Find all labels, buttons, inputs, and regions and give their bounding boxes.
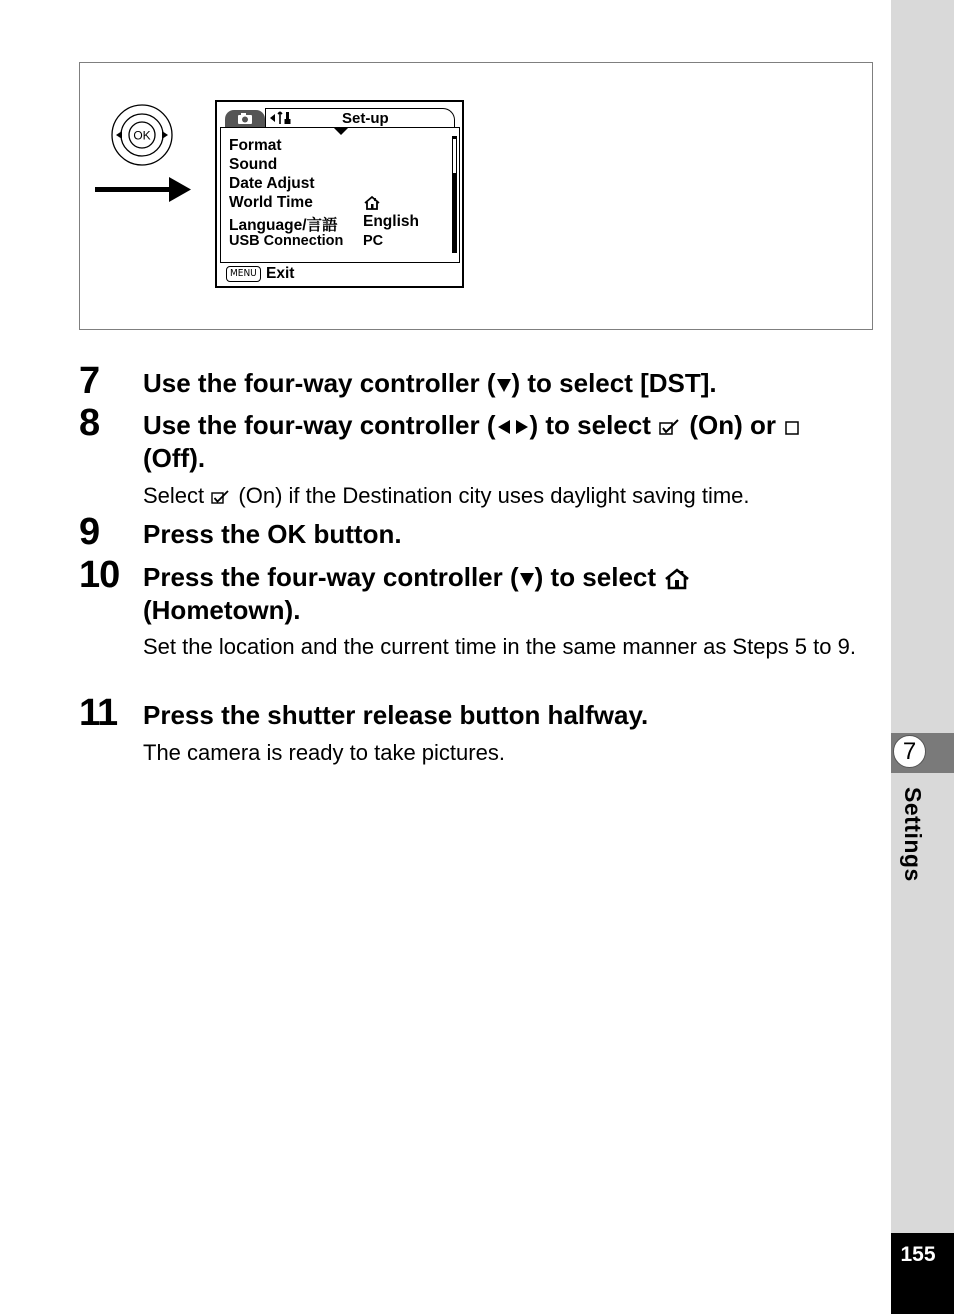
checkbox-checked-small-icon <box>210 489 232 505</box>
home-icon <box>363 195 381 211</box>
step-11-body: The camera is ready to take pictures. <box>143 740 505 765</box>
menu-value-language: English <box>363 213 419 230</box>
scrollbar <box>452 136 457 253</box>
figure-frame <box>79 62 873 330</box>
down-triangle-icon <box>519 571 535 587</box>
page-number-box <box>891 1233 954 1314</box>
step-11-number: 11 <box>79 692 118 734</box>
menu-item-usb-connection: USB Connection <box>229 233 344 249</box>
lcd-footer <box>226 265 426 285</box>
step-10-heading <box>143 561 873 627</box>
menu-key-icon: MENU <box>226 266 261 282</box>
step-10-number: 10 <box>79 554 120 596</box>
four-way-controller-icon <box>110 103 174 167</box>
menu-value-usb-connection: PC <box>363 233 384 249</box>
menu-item-date-adjust: Date Adjust <box>229 175 315 192</box>
menu-item-world-time: World Time <box>229 194 313 211</box>
step-8-body-b: (On) if the Destination city uses daylight saving time. <box>238 483 750 508</box>
step-10-body: Set the location and the current time in the same manner as Steps 5 to 9. <box>143 634 856 659</box>
step-10-text-c: (Hometown). <box>143 595 301 625</box>
exit-label: Exit <box>266 265 295 282</box>
step-10-text-a: Press the four-way controller ( <box>143 562 519 592</box>
step-11-heading: Press the shutter release button halfway. <box>143 700 649 730</box>
left-triangle-icon <box>496 419 512 435</box>
step-8-number: 8 <box>79 402 100 444</box>
step-8-text-b: ) to select <box>529 410 651 440</box>
page-number: 155 <box>900 1243 936 1266</box>
chapter-name: Settings <box>900 787 926 882</box>
step-9-heading: Press the OK button. <box>143 519 402 549</box>
step-7-text-b: ) to select [DST]. <box>511 368 717 398</box>
menu-item-format: Format <box>229 137 282 154</box>
step-8-text-a: Use the four-way controller ( <box>143 410 496 440</box>
step-7-text-a: Use the four-way controller ( <box>143 368 496 398</box>
step-8-text-c: (On) or <box>689 410 776 440</box>
right-triangle-icon <box>512 419 530 435</box>
home-icon <box>663 567 691 591</box>
right-arrow-icon <box>95 175 193 205</box>
dial-label: OK <box>133 128 151 143</box>
chapter-sidebar <box>891 0 954 1314</box>
step-9-number: 9 <box>79 511 100 553</box>
chapter-number: 7 <box>893 735 926 768</box>
setup-menu-list <box>220 127 460 263</box>
step-10-text-b: ) to select <box>534 562 657 592</box>
camera-icon <box>225 110 265 127</box>
lcd-screen <box>215 100 464 288</box>
lcd-tabs <box>225 108 457 128</box>
menu-item-language: Language/言語 <box>229 217 338 234</box>
step-8-body-a: Select <box>143 483 205 508</box>
down-triangle-icon <box>496 377 512 393</box>
step-7-number: 7 <box>79 360 100 402</box>
step-8-body <box>143 481 873 511</box>
setup-tab <box>265 108 455 127</box>
tab-title: Set-up <box>342 110 389 127</box>
left-arrow-wrench-icon <box>269 110 295 126</box>
checkbox-empty-icon <box>783 418 801 436</box>
checkbox-checked-icon <box>658 418 682 436</box>
menu-item-sound: Sound <box>229 156 278 173</box>
step-8-text-d: (Off). <box>143 443 206 473</box>
step-8-heading <box>143 409 873 475</box>
step-7-heading <box>143 367 873 400</box>
camera-tab <box>225 110 265 127</box>
